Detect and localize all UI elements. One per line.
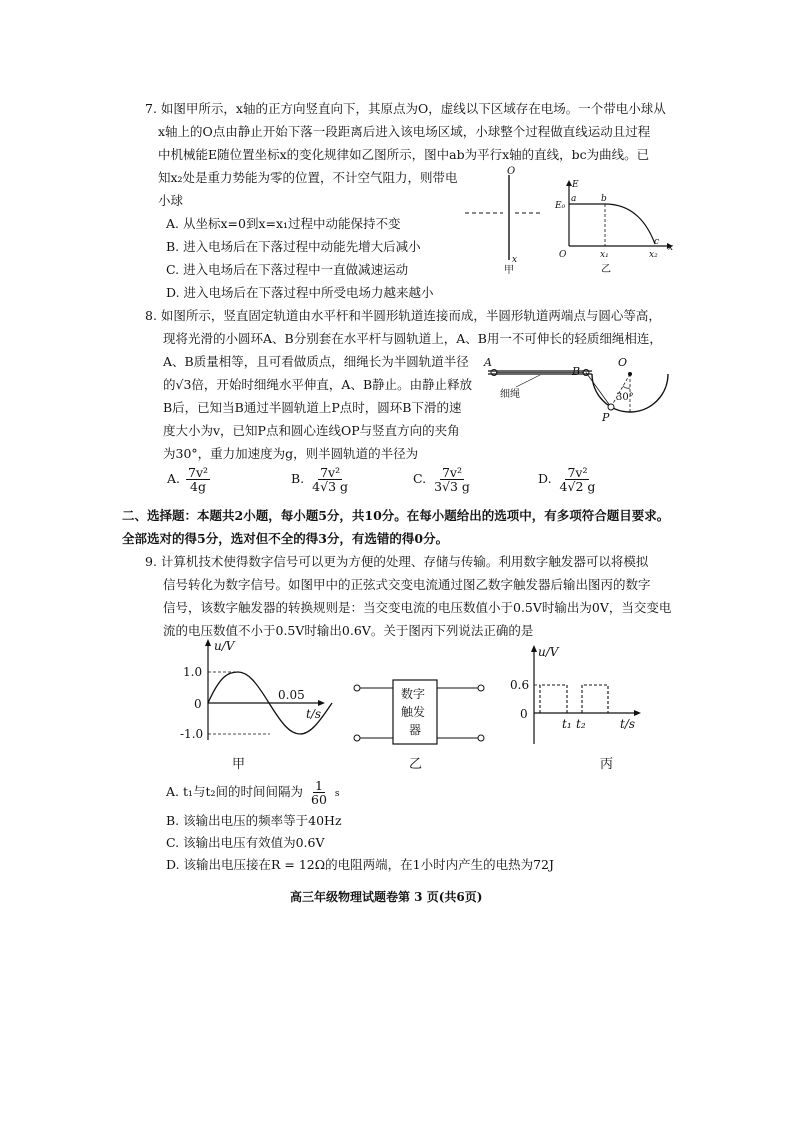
q7-yi-b-label: b [601,194,607,204]
q9-line-1: 9. 计算机技术使得数字信号可以更为方便的处理、存储与传输。利用数字触发器可以将模拟 [145,554,649,569]
q8-option-c-num: 7v² [441,465,463,480]
q9-line-4: 流的电压数值不小于0.5V时输出0.6V。关于图丙下列说法正确的是 [163,623,534,638]
q8-option-b [291,464,352,494]
q8-option-a [167,464,212,494]
q8-option-d-num: 7v² [567,465,588,480]
q9-jia-xlabel: t/s [306,707,322,721]
q9-bing-caption: 丙 [600,757,614,772]
q7-line-1: 7. 如图甲所示，x轴的正方向竖直向下，其原点为O，虚线以下区域存在电场。一个带电小球从 [145,101,666,116]
q9-option-b: B. 该输出电压的频率等于40Hz [166,813,342,828]
q9-figure-jia [178,636,338,776]
q7-jia-caption: 甲 [504,265,514,276]
q9-jia-caption: 甲 [232,757,246,772]
q8-option-d [538,464,599,494]
q8-option-d-label: D. [538,471,552,486]
q7-option-b: B. 进入电场后在下落过程中动能先增大后减小 [166,239,421,254]
q7-line-5: 小球 [158,193,184,208]
q8-b-label: B [572,365,581,378]
q9-jia-y-top: 1.0 [183,665,203,679]
q9-bing-ylabel: u/V [538,645,559,659]
q8-option-b-label: B. [291,471,305,486]
q7-figure-yi [555,178,675,275]
q9-bing-y-val: 0.6 [510,678,530,692]
q8-p-label: P [602,411,610,424]
q8-line-4: 的√3倍，开始时细绳水平伸直，A、B静止。由静止释放 [163,377,473,392]
q7-yi-x1-label: x₁ [600,250,609,260]
q8-option-a-num: 7v² [188,465,209,480]
q8-option-d-den: 4√2 g [559,479,596,494]
q9-option-a-den: 60 [311,792,327,807]
q9-option-a-num: 1 [315,778,323,793]
q8-angle-label: 30° [616,392,634,403]
q9-jia-y-zero: 0 [194,697,202,711]
q8-line-3: A、B质量相等，且可看做质点，细绳长为半圆轨道半径 [163,354,469,369]
q9-jia-ylabel: u/V [214,639,235,653]
q9-option-a-text: A. t₁与t₂间的时间间隔为 [166,784,304,799]
q9-yi-box-line-1: 数字 [401,687,426,701]
q9-bing-y-zero: 0 [520,707,528,721]
q8-a-label: A [484,356,492,369]
q9-bing-t2: t₂ [576,717,586,731]
q8-option-b-num: 7v² [320,465,341,480]
section-2-line-2: 全部选对的得5分，选对但不全的得3分，有选错的得0分。 [122,531,449,546]
q7-yi-c-label: c [654,237,660,247]
q7-yi-caption: 乙 [601,264,611,275]
q9-option-a-unit: s [334,789,340,799]
q7-line-4: 知x₂处是重力势能为零的位置，不计空气阻力，则带电 [158,170,458,185]
q9-jia-y-bot: -1.0 [180,727,204,741]
q7-line-2: x轴上的O点由静止开始下落一段距离后进入该电场区域，小球整个过程做直线运动且过程 [158,124,651,139]
q8-o-label: O [618,356,628,369]
q9-bing-t1: t₁ [562,717,572,731]
q8-line-6: 度大小为v，已知P点和圆心连线OP与竖直方向的夹角 [163,423,460,438]
q7-yi-origin-label: O [559,250,567,260]
q7-figure-jia [455,165,545,280]
q9-option-c: C. 该输出电压有效值为0.6V [166,835,325,850]
page-footer: 高三年级物理试题卷第 3 页(共6页) [290,890,483,904]
q9-line-3: 信号，该数字触发器的转换规则是：当交变电流的电压数值小于0.5V时输出为0V，当交变电 [163,600,672,615]
q8-line-2: 现将光滑的小圆环A、B分别套在水平杆与圆轨道上，A、B用一不可伸长的轻质细绳相连， [163,331,662,346]
q7-yi-x-label: x [668,243,674,253]
q8-option-c [413,464,474,494]
q9-bing-xlabel: t/s [620,717,636,731]
q8-option-c-label: C. [413,471,427,486]
q9-yi-box-line-2: 触发 [401,705,426,719]
q7-yi-a-label: a [571,194,577,204]
q8-option-a-den: 4g [190,479,206,494]
q8-line-1: 8. 如图所示，竖直固定轨道由水平杆和半圆形轨道连接而成，半圆形轨道两端点与圆心等高， [145,308,661,323]
q9-line-2: 信号转化为数字信号。如图甲中的正弦式交变电流通过图乙数字触发器后输出图丙的数字 [163,577,651,592]
q8-line-5: B后，已知当B通过半圆轨道上P点时，圆环B下滑的速 [163,400,462,415]
q7-yi-e-label: E [572,180,579,190]
q7-jia-x-label: x [512,255,518,265]
q7-yi-e0-label: E₀ [555,201,566,211]
section-2-line-1: 二、选择题：本题共2小题，每小题5分，共10分。在每小题给出的选项中，有多项符合题目要求。 [122,508,670,523]
q9-option-a [166,778,340,808]
q9-figure-bing [508,640,658,776]
q8-figure [480,355,670,430]
q8-option-a-label: A. [167,471,181,486]
q9-option-d: D. 该输出电压接在R = 12Ω的电阻两端，在1小时内产生的电热为72J [166,857,554,872]
q7-option-d: D. 进入电场后在下落过程中所受电场力越来越小 [166,285,434,300]
q8-option-b-den: 4√3 g [312,479,349,494]
q9-figure-yi [345,676,495,776]
q7-line-3: 中机械能E随位置坐标x的变化规律如乙图所示，图中ab为平行x轴的直线，bc为曲线。已 [158,147,650,162]
q9-jia-x-tick: 0.05 [278,688,305,702]
q8-line-7: 为30°，重力加速度为g，则半圆轨道的半径为 [163,446,419,461]
q8-option-c-den: 3√3 g [434,479,470,494]
q9-yi-box-line-3: 器 [409,723,422,737]
q7-option-a: A. 从坐标x=0到x=x₁过程中动能保持不变 [166,216,401,231]
q7-option-c: C. 进入电场后在下落过程中一直做减速运动 [166,262,409,277]
q7-yi-x2-label: x₂ [649,250,658,260]
q8-rope-label: 细绳 [500,389,520,400]
q9-yi-caption: 乙 [409,757,423,772]
q7-jia-origin-label: O [507,166,516,177]
